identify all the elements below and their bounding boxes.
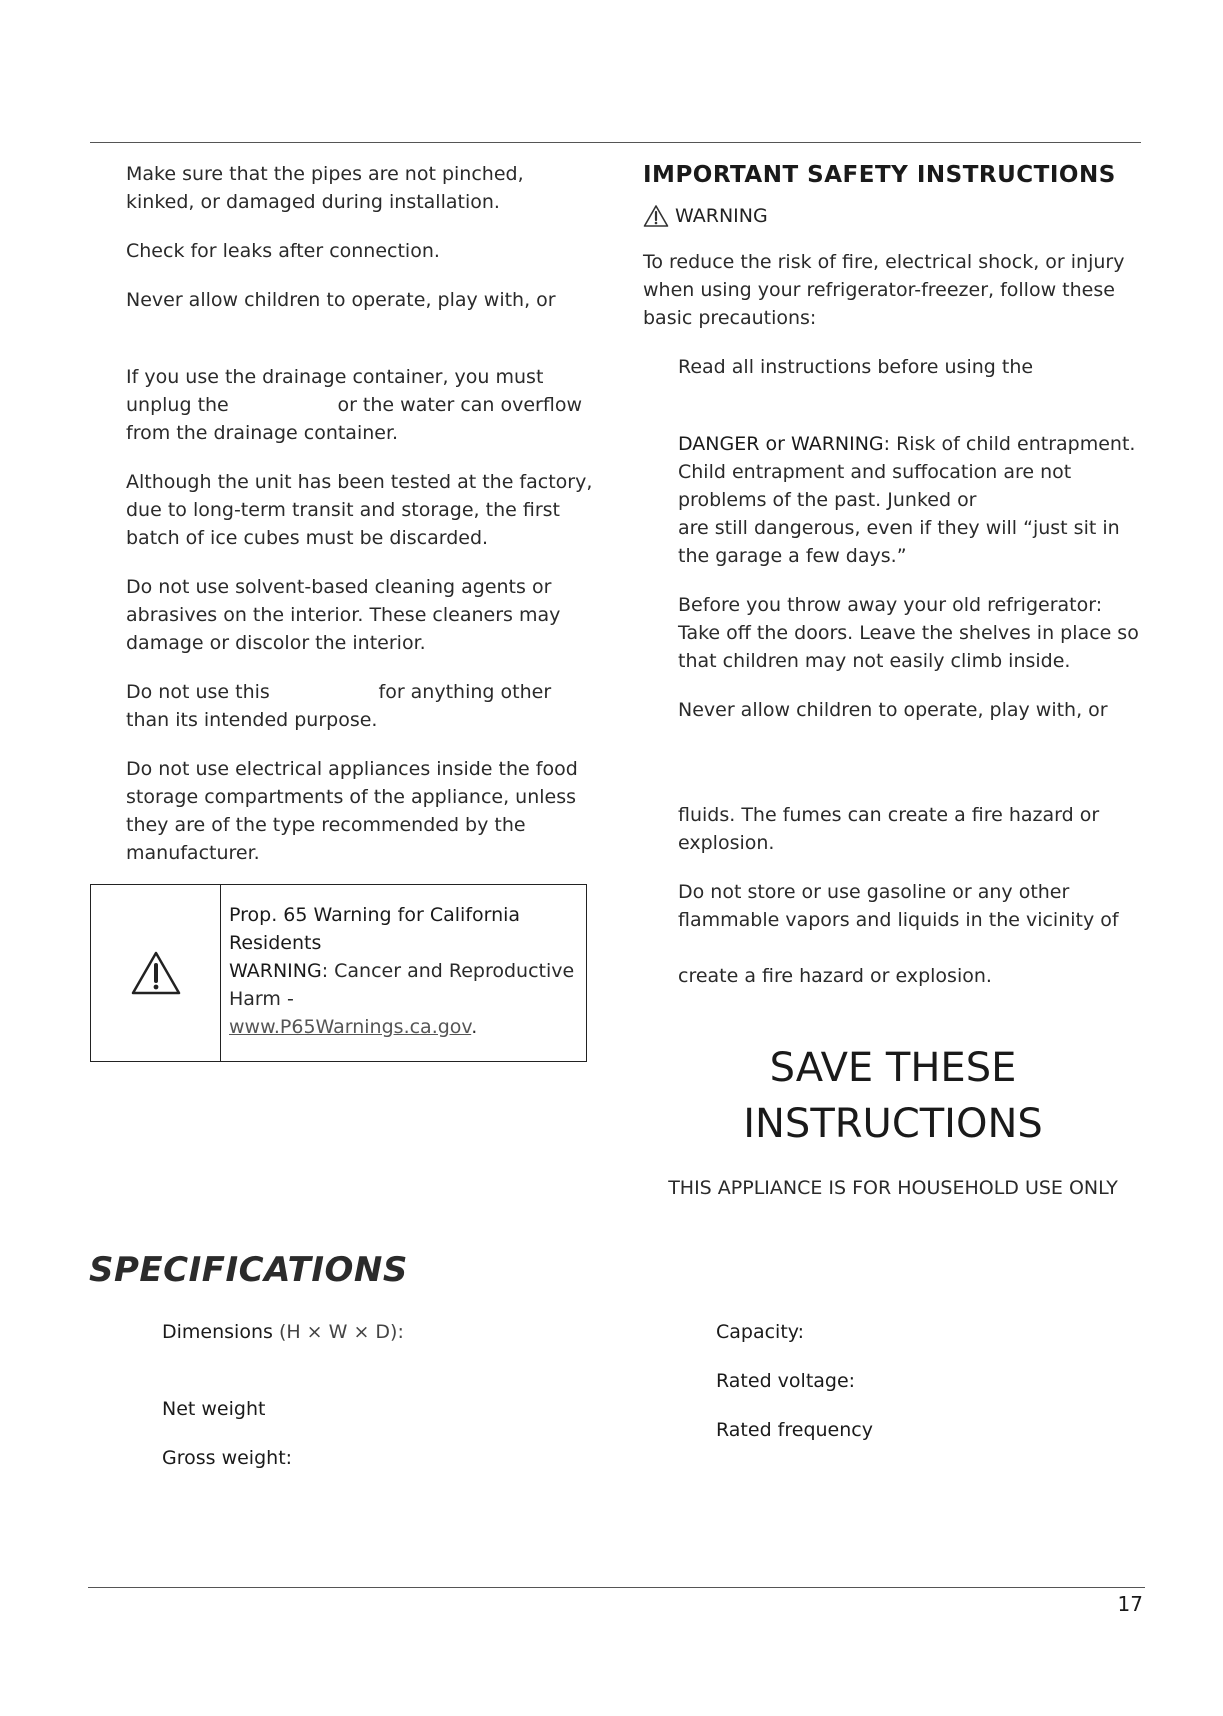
- dimensions-unit: (H × W × D):: [272, 1321, 404, 1343]
- capacity-label: Capacity:: [716, 1321, 805, 1343]
- read-instructions-item: Read all instructions before using the: [678, 356, 1034, 378]
- throw-away-item: Before you throw away your old refrigerator: Take off the doors. Leave the shelves in place so that children may not easily climb inside.: [678, 594, 1139, 672]
- leaks-paragraph: Check for leaks after connection.: [126, 240, 440, 262]
- fire-hazard-item: create a fire hazard or explosion.: [678, 965, 992, 987]
- rated-frequency-label: Rated frequency: [716, 1419, 873, 1441]
- prop65-warning-label: WARNING: [229, 960, 322, 982]
- solvent-paragraph: Do not use solvent-based cleaning agents or abrasives on the interior. These cleaners may damage or discolor the interior.: [126, 576, 561, 654]
- net-weight-label: Net weight: [162, 1398, 266, 1420]
- page-number: 17: [1117, 1592, 1143, 1616]
- right-column: [643, 160, 1182, 1011]
- prop65-title: Prop. 65 Warning for California Residents: [229, 904, 521, 954]
- specifications-title: SPECIFICATIONS: [89, 1250, 408, 1290]
- prop65-icon-cell: [91, 885, 221, 1061]
- prop65-link-suffix: .: [471, 1016, 478, 1038]
- gasoline-item: Do not store or use gasoline or any other flammable vapors and liquids in the vicinity of: [678, 881, 1119, 931]
- prop65-link-line: [229, 1013, 579, 1041]
- gross-weight-label: Gross weight:: [162, 1447, 293, 1469]
- intended-purpose-paragraph: Do not use this for anything other than its intended purpose.: [126, 681, 558, 731]
- dimensions-label: [162, 1318, 562, 1346]
- electrical-appliances-paragraph: Do not use electrical appliances inside the food storage compartments of the appliance, unless they are of the type recommended by the manufacturer.: [126, 758, 578, 864]
- top-divider: [90, 142, 1141, 143]
- warning-line: [643, 202, 1143, 230]
- ice-cubes-paragraph: Although the unit has been tested at the factory, due to long-term transit and storage, the first batch of ice cubes must be discarded.: [126, 471, 593, 549]
- warning-label: WARNING: [675, 205, 768, 227]
- fluids-item: fluids. The fumes can create a fire hazard or explosion.: [678, 804, 1100, 854]
- household-use-notice: THIS APPLIANCE IS FOR HOUSEHOLD USE ONLY: [668, 1177, 1118, 1199]
- intro-paragraph: To reduce the risk of fire, electrical shock, or injury when using your refrigerator-freezer, follow these basic precautions:: [643, 251, 1125, 329]
- warning-triangle-icon: [130, 949, 182, 997]
- left-column: [126, 160, 596, 888]
- specifications-right: [716, 1318, 1116, 1465]
- prop65-warning-box: [90, 884, 587, 1062]
- pipes-paragraph: Make sure that the pipes are not pinched, kinked, or damaged during installation.: [126, 163, 524, 213]
- drainage-paragraph: If you use the drainage container, you must unplug the or the water can overflow from the drainage container.: [126, 366, 589, 444]
- rated-voltage-label: Rated voltage:: [716, 1370, 856, 1392]
- dimensions-text: Dimensions: [162, 1321, 273, 1343]
- save-instructions-title: [643, 1040, 1143, 1152]
- warning-triangle-icon: [643, 204, 669, 228]
- danger-text: : Risk of child entrapment. Child entrapment and suffocation are not problems of the past. Junked or are still dangerous, even if they will “just sit in the garage a few days.”: [678, 433, 1182, 567]
- safety-heading: IMPORTANT SAFETY INSTRUCTIONS: [643, 162, 1116, 188]
- danger-item: [678, 430, 1182, 570]
- bottom-divider: [88, 1587, 1145, 1588]
- children-paragraph: Never allow children to operate, play with, or: [126, 289, 556, 311]
- danger-label: DANGER or WARNING: [678, 433, 884, 455]
- prop65-link[interactable]: www.P65Warnings.ca.gov: [229, 1016, 472, 1038]
- prop65-text: [229, 901, 579, 1041]
- prop65-warning-line: [229, 957, 579, 1013]
- save-line-2: INSTRUCTIONS: [743, 1101, 1043, 1147]
- never-allow-item: Never allow children to operate, play with, or: [678, 699, 1108, 721]
- prop65-warning-text: : Cancer and Reproductive Harm -: [229, 960, 575, 1010]
- specifications-left: [162, 1318, 562, 1493]
- save-line-1: SAVE THESE: [769, 1045, 1017, 1091]
